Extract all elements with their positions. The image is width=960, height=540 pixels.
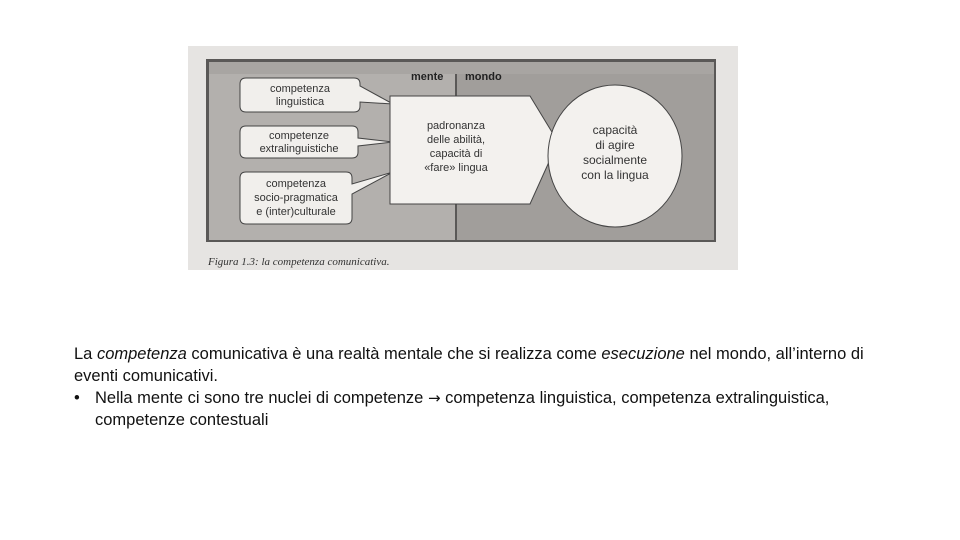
figure-caption: Figura 1.3: la competenza comunicativa. [208, 256, 390, 268]
header-strip [209, 62, 714, 74]
paragraph-em-esecuzione: esecuzione [601, 345, 685, 363]
paragraph-part2: comunicativa è una realtà mentale che si realizza come [186, 345, 602, 363]
circle-line1: capacità [592, 123, 638, 137]
header-mondo: mondo [465, 71, 502, 83]
circle-line4: con la lingua [581, 168, 649, 182]
paragraph-part1: La [74, 345, 97, 363]
circle-line2: di agire [595, 138, 635, 152]
circle-line3: socialmente [582, 153, 648, 167]
paragraph-part3: nel mondo, all’interno di eventi comunicativi. [74, 345, 864, 385]
callout3-line1: competenza [266, 178, 326, 190]
bullet-text-before: Nella mente ci sono tre nuclei di competenze [95, 389, 428, 407]
bullet-item [74, 387, 894, 431]
callout2-line1: competenze [269, 130, 329, 142]
figure-photo [188, 46, 738, 270]
body-text [74, 343, 894, 431]
header-mente: mente [411, 71, 444, 83]
callout3-line2: socio-pragmatica [254, 192, 338, 204]
intro-paragraph [74, 343, 894, 387]
communicative-competence-diagram [188, 46, 738, 270]
center-line3: capacità di [429, 148, 483, 160]
bullet-marker: • [74, 389, 80, 407]
bullet-text-after: competenza linguistica, competenza extralinguistica, competenze contestuali [95, 389, 830, 429]
callout2-line2: extralinguistiche [259, 143, 339, 155]
center-line2: delle abilità, [426, 134, 486, 146]
center-line4: «fare» lingua [424, 162, 488, 174]
paragraph-em-competenza: competenza [96, 345, 187, 363]
right-arrow-icon: → [427, 389, 441, 407]
callout1-line1: competenza [270, 83, 330, 95]
center-line1: padronanza [426, 120, 486, 132]
callout1-line2: linguistica [275, 96, 325, 108]
callout3-line3: e (inter)culturale [256, 206, 336, 218]
